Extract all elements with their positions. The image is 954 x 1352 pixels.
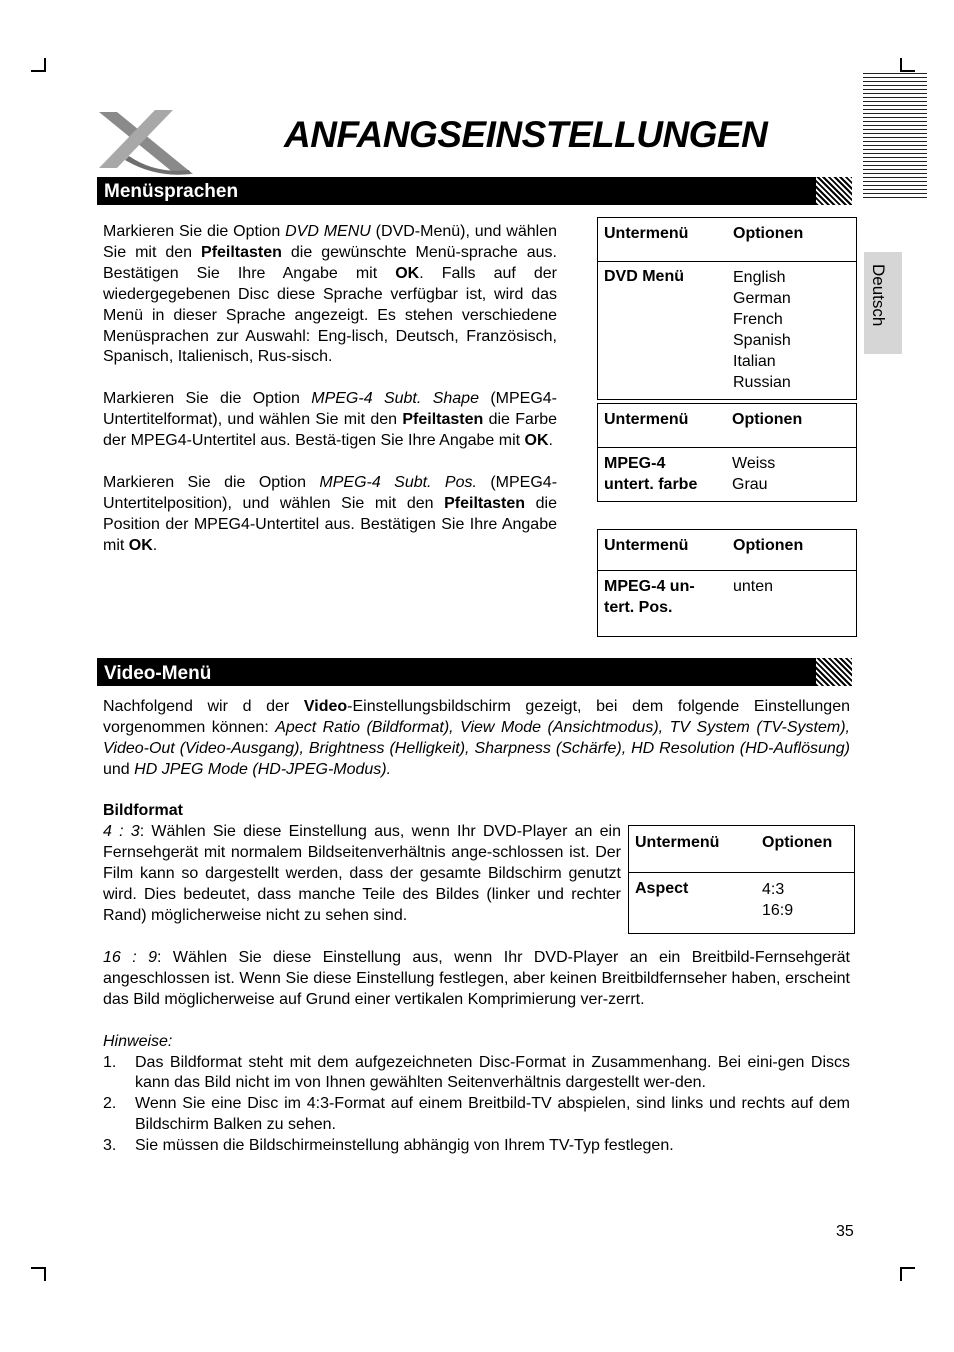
header-submenu: Untermenü	[635, 834, 720, 851]
text-run: (MPEG4-Untertitelposition), und wählen Sie mit den	[103, 473, 558, 512]
table-header	[629, 826, 854, 873]
header-submenu: Untermenü	[604, 537, 689, 554]
option-item: unten	[733, 578, 774, 595]
paragraph	[103, 222, 557, 368]
options-table-mpeg4-pos	[597, 529, 857, 637]
page-number: 35	[836, 1223, 854, 1240]
note-item	[103, 1053, 850, 1095]
video-intro	[103, 697, 850, 781]
table-header	[598, 404, 856, 448]
crop-mark-bottom-right	[900, 1267, 915, 1281]
text-run: die gewünschte Menü-sprache aus. Bestätigen Sie Ihre Angabe mit	[103, 243, 558, 282]
text-run: Markieren Sie die Option	[103, 473, 320, 491]
options-table-dvd-menu	[597, 217, 857, 400]
option-item: French	[733, 310, 783, 328]
text-run: : Wählen Sie diese Einstellung aus, wenn Ihr DVD-Player an ein Breitbild-Fernsehgerät angeschlossen ist. Wenn Sie diese Einstellung festlegen, aber keinen Breitbildfernseher haben, erscheint das Bild möglicherweise auf Grund einer vertikalen Komprimierung ver-zerrt.	[103, 949, 851, 1008]
section-heading: Video-Menü	[104, 663, 212, 684]
submenu-line: MPEG-4	[604, 455, 666, 472]
options-table-mpeg4-farbe	[597, 403, 857, 502]
notes-list	[103, 1053, 850, 1158]
text-run: Markieren Sie die Option	[103, 223, 286, 240]
option-list	[762, 880, 793, 922]
paragraph	[103, 822, 621, 927]
language-tab-label: Deutsch	[869, 264, 888, 327]
header-options: Optionen	[732, 411, 803, 428]
submenu-line: MPEG-4 un-	[604, 578, 695, 595]
text-run: Video	[303, 698, 348, 715]
text-run: 4 : 3	[103, 822, 140, 840]
text-run: und	[103, 760, 135, 778]
bar-hatch	[816, 658, 852, 686]
option-list	[732, 454, 775, 496]
option-item: 4:3	[762, 881, 785, 898]
option-list	[733, 577, 773, 598]
brand-logo-icon	[95, 108, 195, 176]
note-item	[103, 1136, 850, 1157]
text-run: . Falls auf der wiedergegebenen Disc diese Sprache verfügbar ist, wird das Menü in dieser Sprache angezeigt. Es stehen verschiedene Menüsprachen zur Auswahl: Eng-lisch, Deutsch, Französisch, Spanisch, Italienisch, Rus-sisch.	[103, 264, 557, 366]
bar-hatch	[816, 177, 852, 205]
note-number: 1.	[103, 1053, 117, 1071]
text-run: OK	[395, 264, 420, 282]
option-item: Spanish	[733, 331, 791, 349]
text-run: MPEG-4 Subt. Pos.	[319, 473, 477, 491]
text-run: OK	[524, 432, 549, 450]
section-bar-video-menu	[97, 658, 852, 686]
paragraph	[103, 389, 557, 452]
option-item: Grau	[732, 475, 768, 493]
text-run: Pfeiltasten	[201, 243, 282, 261]
section-bar-menusprachen	[97, 177, 852, 205]
note-text: Wenn Sie eine Disc im 4:3-Format auf einem Breitbild-TV abspielen, sind links und rechts auf dem Bildschirm Balken zu sehen.	[135, 1095, 850, 1134]
section-heading: Menüsprachen	[104, 181, 239, 202]
submenu-name: DVD Menü	[604, 268, 684, 285]
option-item: English	[733, 269, 786, 286]
text-run: OK	[128, 536, 153, 554]
option-item: Weiss	[732, 455, 776, 472]
header-options: Optionen	[733, 537, 804, 554]
text-run: Apect Ratio (Bildformat), View Mode (Ansichtmodus), TV System (TV-System), Video-Out (Video-Ausgang), Brightness (Helligkeit), Sharpness (Schärfe), HD Resolution (HD-Auflösung)	[103, 718, 851, 757]
note-number: 3.	[103, 1137, 117, 1155]
submenu-name: Aspect	[635, 880, 689, 897]
paragraph	[103, 697, 850, 781]
submenu-line: untert. farbe	[604, 475, 698, 493]
text-run: Markieren Sie die Option	[103, 390, 312, 408]
option-item: 16:9	[762, 901, 794, 919]
crop-mark-top-left	[31, 58, 46, 72]
text-run: MPEG-4 Subt. Shape	[311, 390, 479, 408]
option-item: Russian	[733, 373, 791, 391]
section1-body	[103, 222, 557, 556]
text-run: (MPEG4-Untertitelformat), und wählen Sie mit den	[103, 390, 558, 429]
option-list	[733, 268, 791, 393]
crop-mark-bottom-left	[31, 1267, 46, 1281]
language-tab	[864, 252, 902, 354]
subheading: Bildformat	[103, 802, 183, 819]
bildformat-block	[103, 801, 621, 926]
note-item	[103, 1094, 850, 1136]
text-run: -Einstellungsbildschirm gezeigt, bei dem folgende Einstellungen vorgenommen können:	[103, 698, 850, 736]
note-number: 2.	[103, 1095, 117, 1113]
text-run: (DVD-Menü), und wählen Sie mit den	[103, 223, 557, 261]
submenu-line: tert. Pos.	[604, 598, 673, 616]
options-table-aspect	[628, 825, 855, 934]
page-title: ANFANGSEINSTELLUNGEN	[284, 114, 768, 155]
table-header	[598, 530, 856, 571]
text-run: 16 : 9	[103, 949, 157, 966]
option-item: German	[733, 289, 791, 307]
header-submenu: Untermenü	[604, 411, 689, 428]
paragraph	[103, 473, 557, 557]
text-run: die Farbe der MPEG4-Untertitel aus. Bestä-tigen Sie Ihre Angabe mit	[103, 411, 558, 450]
text-run: .	[548, 432, 553, 450]
note-text: Das Bildformat steht mit dem aufgezeichneten Disc-Format in Zusammenhang. Bei eini-gen Discs kann das Bild nicht im von Ihnen gewählten Seitenverhältnis dargestellt wer-den.	[135, 1053, 850, 1092]
bildformat-169	[103, 948, 850, 1157]
submenu-name	[604, 454, 697, 496]
header-options: Optionen	[733, 225, 804, 242]
header-submenu: Untermenü	[604, 225, 689, 242]
submenu-name	[604, 577, 695, 619]
text-run: Pfeiltasten	[402, 411, 484, 429]
text-run: die Position der MPEG4-Untertitel aus. Bestätigen Sie Ihre Angabe mit	[103, 494, 558, 554]
text-run: : Wählen Sie diese Einstellung aus, wenn Ihr DVD-Player an ein Fernsehgerät mit normalem Bildseitenverhältnis ange-schlossen ist. Der Film kann so dargestellt werden, dass der gesamte Bildschirm genutzt wird. Dies bedeutet, dass manche Teile des Bildes (linker und rechter Rand) möglicherweise nicht zu sehen sind.	[103, 822, 621, 924]
text-run: .	[152, 536, 158, 554]
notes-label: Hinweise:	[103, 1032, 173, 1050]
text-run: Pfeiltasten	[444, 494, 526, 512]
text-run: HD JPEG Mode (HD-JPEG-Modus).	[134, 760, 392, 778]
paragraph	[103, 948, 850, 1011]
note-text: Sie müssen die Bildschirmeinstellung abhängig von Ihrem TV-Typ festlegen.	[135, 1137, 674, 1155]
option-item: Italian	[733, 352, 776, 370]
edge-stripes	[863, 73, 927, 199]
text-run: DVD MENU	[285, 223, 371, 240]
header-options: Optionen	[762, 834, 833, 851]
crop-mark-top-right	[900, 58, 915, 72]
text-run: Nachfolgend wir d der	[103, 698, 304, 715]
table-header	[598, 218, 856, 262]
